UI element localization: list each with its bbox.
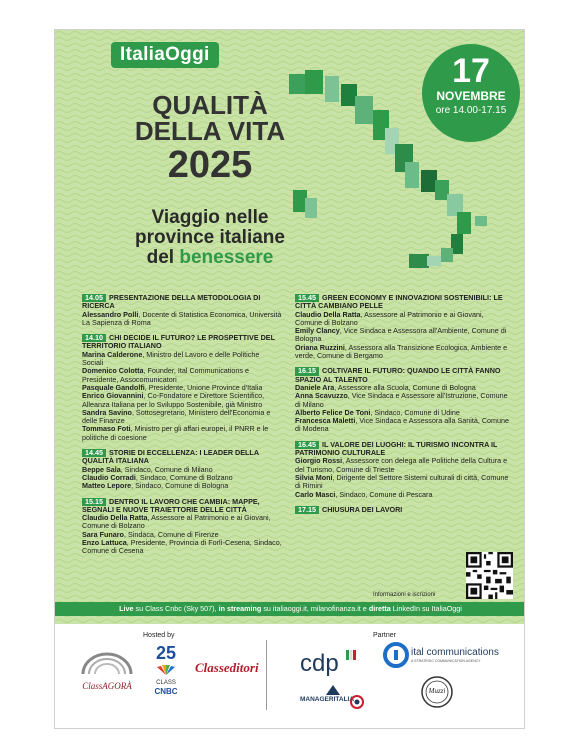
title-line-1: QUALITÀ	[152, 90, 268, 120]
session-time: 14.45	[82, 449, 106, 457]
peacock-icon	[155, 665, 177, 675]
speaker: Domenico Colotta, Founder, Ital Communications e Presidente, Assocomunicatori	[82, 366, 249, 384]
poster-title	[95, 92, 325, 184]
speaker: Francesca Maletti, Vice Sindaca e Assessora alla Sanità, Comune di Modena	[295, 416, 510, 434]
title-year: 2025	[167, 144, 253, 186]
italian-flag-icon	[346, 650, 356, 660]
speaker: Pasquale Gandolfi, Presidente, Unione Province d'Italia	[82, 382, 263, 392]
title-line-2: DELLA VITA	[134, 116, 286, 146]
session	[295, 294, 510, 360]
speaker: Claudio Corradi, Sindaco, Comune di Bolzano	[82, 472, 233, 482]
speaker: Carlo Masci, Sindaco, Comune di Pescara	[295, 489, 433, 499]
event-date-badge	[422, 44, 520, 142]
speaker: Tommaso Foti, Ministro per gli affari europei, il PNRR e le politiche di coesione	[82, 424, 269, 442]
session-time: 15.15	[82, 498, 106, 506]
speaker: Sara Funaro, Sindaca, Comune di Firenze	[82, 529, 219, 539]
session-title: COLTIVARE IL FUTURO: QUANDO LE CITTÀ FANNO SPAZIO AL TALENTO	[295, 366, 501, 384]
cdp-logo: cdp	[300, 650, 356, 678]
session-title: PRESENTAZIONE DELLA METODOLOGIA DI RICERCA	[82, 293, 261, 311]
session-time: 17.15	[295, 506, 319, 514]
session-title: STORIE DI ECCELLENZA: I LEADER DELLA QUALITÀ ITALIANA	[82, 448, 259, 466]
subtitle-line-2: province italiane	[135, 226, 285, 248]
broadcast-band: Live su Class Cnbc (Sky 507), in streaming su italiaoggi.it, milanofinanza.it e diretta LinkedIn su ItaliaOggi	[55, 602, 525, 616]
speaker: Claudio Della Ratta, Assessore al Patrimonio e ai Giovani, Comune di Bolzano	[82, 513, 271, 531]
speaker: Silvia Moni, Dirigente del Settore Sistemi culturali di città, Comune di Rimini	[295, 472, 509, 491]
manageritalia-logo: MANAGERITALIA	[300, 685, 366, 715]
session	[82, 449, 282, 490]
manageritalia-peak-icon	[326, 685, 340, 695]
classagora-logo: ClassAGORÀ	[77, 652, 137, 692]
class-cnbc-logo: 25 CLASS CNBC	[154, 643, 178, 696]
session-time: 14.10	[82, 334, 106, 342]
poster-subtitle	[95, 208, 325, 268]
subtitle-highlight: benessere	[179, 246, 274, 268]
qr-code[interactable]	[466, 552, 513, 599]
manageritalia-swirl-icon	[350, 695, 364, 709]
muzzi-logo: Muzzi	[420, 675, 454, 709]
speaker: Claudio Della Ratta, Assessore al Patrimonio e ai Giovani, Comune di Bolzano	[295, 309, 484, 327]
program-right-column	[295, 294, 510, 521]
speaker: Anna Scavuzzo, Vice Sindaca e Assessore all'Istruzione, Comune di Milano	[295, 391, 508, 409]
ital-communications-logo: ital communications A STRATEGIC COMMUNICATION AGENCY	[383, 642, 513, 672]
partner-label: Partner	[373, 632, 396, 639]
speaker: Marina Calderone, Ministro del Lavoro e delle Politiche Sociali	[82, 349, 260, 368]
program-left-column	[82, 294, 282, 563]
session	[295, 506, 510, 514]
speaker: Oriana Ruzzini, Assessora alla Transizione Ecologica, Ambiente e verde, Comune di Bergamo	[295, 342, 508, 361]
session	[82, 294, 282, 327]
speaker: Beppe Sala, Sindaco, Comune di Milano	[82, 464, 213, 474]
speaker: Alberto Felice De Toni, Sindaco, Comune di Udine	[295, 407, 460, 417]
session	[295, 367, 510, 433]
speaker: Matteo Lepore, Sindaco, Comune di Bologna	[82, 481, 229, 491]
event-day: 17	[452, 52, 490, 90]
speaker: Sandra Savino, Sottosegretario, Ministero dell'Economia e delle Finanze	[82, 407, 271, 426]
info-label: Informazioni e iscrizioni	[373, 592, 436, 598]
session-time: 14.05	[82, 294, 106, 302]
event-hours: ore 14.00-17.15	[435, 105, 507, 116]
session	[295, 441, 510, 499]
session-title: GREEN ECONOMY E INNOVAZIONI SOSTENIBILI: LE CITTÀ CAMBIANO PELLE	[295, 293, 503, 311]
italiaoggi-logo: ItaliaOggi	[111, 42, 219, 68]
session-time: 16.45	[295, 441, 319, 449]
subtitle-line-3: del benessere	[146, 246, 274, 268]
classeditori-logo: Classeditori	[195, 660, 259, 675]
speaker: Emily Clancy, Vice Sindaca e Assessora all'Ambiente, Comune di Bologna	[295, 326, 507, 344]
session	[82, 334, 282, 442]
speaker: Enzo Lattuca, Presidente, Provincia di Forlì-Cesena, Sindaco, Comune di Cesena	[82, 538, 282, 556]
session-title: CHI DECIDE IL FUTURO? LE PROSPETTIVE DEL TERRITORIO ITALIANO	[82, 333, 275, 351]
subtitle-line-1: Viaggio nelle	[151, 207, 269, 228]
speaker: Enrico Giovannini, Co-Fondatore e Direttore Scientifico, Alleanza Italiana per lo Sviluppo Sostenibile, già Ministro	[82, 391, 265, 409]
session	[82, 498, 282, 556]
speaker: Giorgio Rossi, Assessore con delega alle Politiche della Cultura e del Turismo, Comune di Trieste	[295, 456, 508, 474]
event-poster	[54, 29, 525, 729]
poster-top-area	[55, 30, 525, 624]
speaker: Alessandro Polli, Docente di Statistica Economica, Università La Sapienza di Roma	[82, 309, 282, 327]
classagora-arc-icon	[77, 652, 137, 676]
hosted-by-label: Hosted by	[143, 632, 175, 639]
event-month: NOVEMBRE	[436, 89, 506, 103]
session-title: IL VALORE DEI LUOGHI: IL TURISMO INCONTRA IL PATRIMONIO CULTURALE	[295, 439, 498, 458]
session-time: 15.45	[295, 294, 319, 302]
session-title: CHIUSURA DEI LAVORI	[322, 504, 403, 514]
session-time: 16.15	[295, 367, 319, 375]
sponsor-divider	[266, 640, 267, 710]
speaker: Daniele Ara, Assessore alla Scuola, Comune di Bologna	[295, 382, 476, 392]
ital-circle-icon	[383, 642, 409, 668]
session-title: DENTRO IL LAVORO CHE CAMBIA: MAPPE, SEGNALI E NUOVE TRAIETTORIE DELLE CITTÀ	[82, 496, 260, 514]
